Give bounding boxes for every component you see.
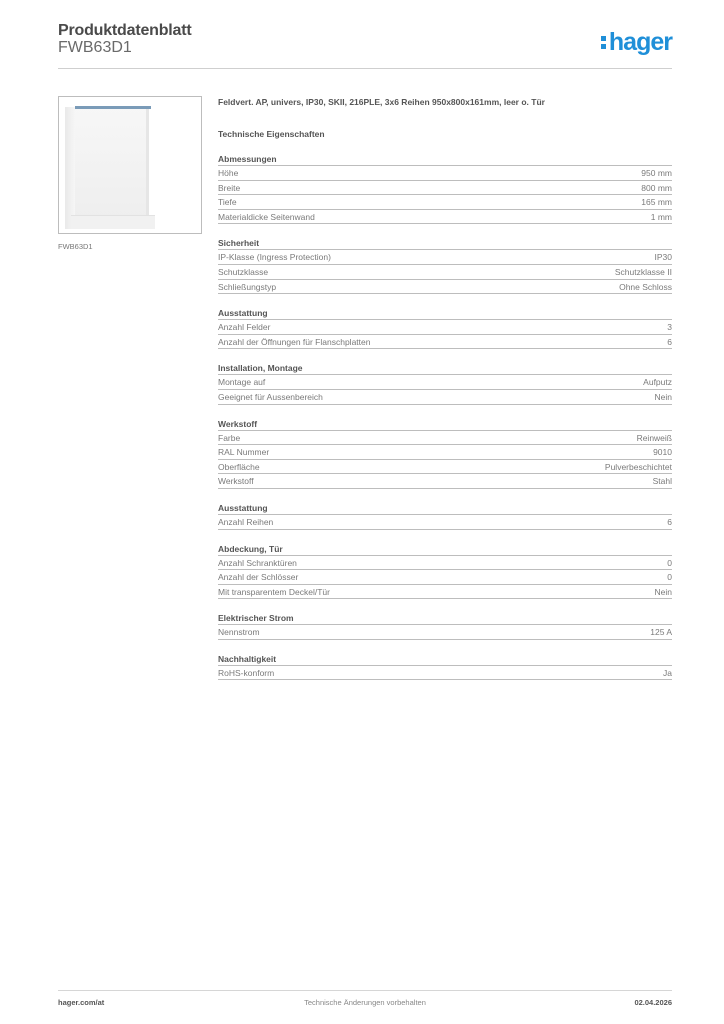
spec-label: Oberfläche [218, 461, 260, 472]
spec-row [218, 390, 672, 405]
section-title: Ausstattung [218, 307, 672, 320]
section-title: Ausstattung [218, 502, 672, 515]
image-caption: FWB63D1 [58, 242, 93, 251]
spec-row [218, 280, 672, 295]
spec-row [218, 474, 672, 489]
logo-text: hager [608, 28, 672, 56]
spec-row [218, 181, 672, 196]
spec-label: Geeignet für Aussenbereich [218, 391, 323, 402]
hager-logo [601, 28, 672, 57]
section-title: Werkstoff [218, 418, 672, 431]
technical-properties-title: Technische Eigenschaften [218, 129, 325, 139]
spec-section [218, 502, 672, 530]
spec-value: 1 mm [650, 211, 672, 222]
spec-row [218, 515, 672, 530]
spec-row [218, 265, 672, 280]
spec-row [218, 460, 672, 475]
spec-value: Nein [654, 391, 672, 402]
spec-row [218, 335, 672, 350]
spec-value: Ohne Schloss [619, 281, 672, 292]
spec-value: 6 [667, 516, 672, 527]
spec-row [218, 570, 672, 585]
cabinet-illustration-icon [65, 103, 149, 229]
spec-label: Anzahl Felder [218, 322, 271, 333]
spec-section [218, 237, 672, 294]
spec-section [218, 307, 672, 349]
spec-label: Farbe [218, 432, 241, 443]
spec-label: Anzahl Schranktüren [218, 557, 297, 568]
spec-section [218, 153, 672, 224]
product-description: Feldvert. AP, univers, IP30, SKII, 216PLE, 3x6 Reihen 950x800x161mm, leer o. Tür [218, 97, 545, 107]
spec-label: Breite [218, 182, 241, 193]
spec-value: 800 mm [641, 182, 672, 193]
spec-value: 950 mm [641, 168, 672, 178]
spec-row [218, 445, 672, 460]
spec-value: 125 A [650, 627, 672, 638]
spec-value: 0 [667, 557, 672, 568]
spec-value: Aufputz [643, 377, 672, 388]
spec-row [218, 375, 672, 390]
product-code: FWB63D1 [58, 39, 132, 56]
spec-value: Pulverbeschichtet [604, 461, 672, 472]
spec-label: Anzahl Reihen [218, 516, 274, 527]
spec-section [218, 612, 672, 640]
spec-content [218, 96, 672, 680]
spec-value: 6 [667, 336, 672, 347]
spec-row [218, 666, 672, 681]
spec-label: Montage auf [218, 377, 266, 388]
spec-label: Anzahl der Schlösser [218, 572, 299, 583]
spec-label: Nennstrom [218, 627, 260, 638]
spec-label: Höhe [218, 168, 239, 178]
spec-value: Schutzklasse II [614, 266, 672, 277]
spec-label: Materialdicke Seitenwand [218, 211, 315, 222]
spec-row [218, 166, 672, 181]
spec-section [218, 418, 672, 489]
spec-value: 0 [667, 572, 672, 583]
spec-value: IP30 [654, 252, 672, 263]
section-title: Abmessungen [218, 153, 672, 166]
spec-value: Nein [654, 586, 672, 597]
footer-website[interactable]: hager.com/at [58, 998, 105, 1007]
spec-section [218, 362, 672, 404]
spec-value: Stahl [652, 476, 672, 487]
section-title: Installation, Montage [218, 362, 672, 375]
spec-value: 3 [667, 322, 672, 333]
spec-row [218, 250, 672, 265]
spec-value: 9010 [653, 447, 672, 458]
section-title: Sicherheit [218, 237, 672, 250]
spec-label: Tiefe [218, 197, 237, 208]
header-divider [58, 68, 672, 69]
spec-row [218, 625, 672, 640]
spec-label: Werkstoff [218, 476, 254, 487]
spec-label: RoHS-konform [218, 667, 275, 678]
spec-label: Anzahl der Öffnungen für Flanschplatten [218, 336, 371, 347]
spec-label: Mit transparentem Deckel/Tür [218, 586, 330, 597]
spec-value: Reinweiß [636, 432, 672, 443]
spec-section [218, 653, 672, 681]
document-title: Produktdatenblatt [58, 22, 192, 39]
spec-label: RAL Nummer [218, 447, 270, 458]
section-title: Elektrischer Strom [218, 612, 672, 625]
section-title: Nachhaltigkeit [218, 653, 672, 666]
spec-label: Schutzklasse [218, 266, 269, 277]
spec-row [218, 320, 672, 335]
section-title: Abdeckung, Tür [218, 543, 672, 556]
spec-sections [218, 153, 672, 680]
spec-value: Ja [663, 667, 672, 678]
spec-label: Schließungstyp [218, 281, 277, 292]
spec-row [218, 556, 672, 571]
spec-row [218, 585, 672, 600]
footer-date: 02.04.2026 [634, 998, 672, 1007]
footer-disclaimer: Technische Änderungen vorbehalten [304, 998, 426, 1007]
page-header [58, 22, 672, 70]
spec-row [218, 195, 672, 210]
product-image [58, 96, 202, 234]
footer-divider [58, 990, 672, 991]
spec-row [218, 431, 672, 446]
spec-label: IP-Klasse (Ingress Protection) [218, 252, 331, 263]
spec-value: 165 mm [641, 197, 672, 208]
spec-row [218, 210, 672, 225]
spec-section [218, 543, 672, 600]
